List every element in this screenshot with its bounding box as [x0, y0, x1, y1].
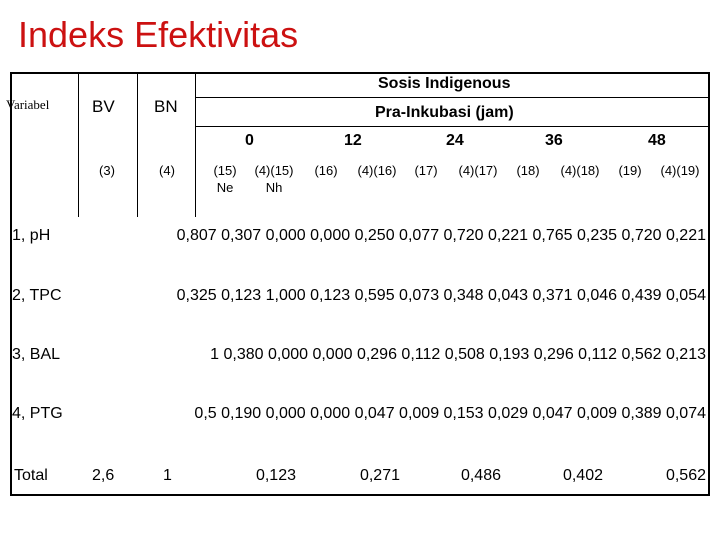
code-17: (17) [414, 163, 438, 178]
header-bv: BV [92, 97, 115, 116]
code-4-19: (4)(19) [660, 163, 700, 178]
table-border-bottom [10, 494, 710, 496]
total-bv: 2,6 [92, 467, 115, 484]
code-18: (18) [516, 163, 540, 178]
code-4-17: (4)(17) [458, 163, 498, 178]
header-variabel: Variabel [6, 97, 50, 112]
header-pra-inkubasi: Pra-Inkubasi (jam) [375, 104, 514, 121]
code-16: (16) [314, 163, 338, 178]
table-border-right [708, 72, 710, 496]
table-border-top-right [195, 72, 710, 74]
total-12h: 0,123 [255, 467, 296, 484]
header-sosis-indigenous: Sosis Indigenous [378, 75, 511, 92]
row-values-tpc: 0,325 0,123 1,000 0,123 0,595 0,073 0,348 0,043 0,371 0,046 0,439 0,054 [176, 287, 706, 304]
header-divider [195, 97, 710, 98]
code-ne: Ne [216, 180, 234, 195]
col-divider-2 [137, 72, 138, 217]
row-label-bal: 3, BAL [12, 346, 61, 363]
code-3: (3) [99, 163, 115, 178]
header-hour-12: 12 [344, 132, 362, 149]
header-hour-0: 0 [245, 132, 254, 149]
row-values-bal: 1 0,380 0,000 0,000 0,296 0,112 0,508 0,193 0,296 0,112 0,562 0,213 [210, 346, 706, 363]
total-label: Total [14, 467, 48, 484]
header-hour-36: 36 [545, 132, 563, 149]
row-label-ph: 1, pH [12, 227, 51, 244]
col-divider-1 [78, 72, 79, 217]
row-label-tpc: 2, TPC [12, 287, 62, 304]
total-end: 0,562 [665, 467, 706, 484]
total-36h: 0,486 [460, 467, 501, 484]
code-19: (19) [618, 163, 642, 178]
code-nh: Nh [265, 180, 283, 195]
page-title: Indeks Efektivitas [18, 14, 299, 55]
row-values-ptg: 0,5 0,190 0,000 0,000 0,047 0,009 0,153 0,029 0,047 0,009 0,389 0,074 [194, 405, 706, 422]
code-4-15: (4)(15) [254, 163, 294, 178]
table-border-top [10, 72, 195, 74]
total-bn: 1 [163, 467, 172, 484]
header-hour-48: 48 [648, 132, 666, 149]
row-values-ph: 0,807 0,307 0,000 0,000 0,250 0,077 0,720 0,221 0,765 0,235 0,720 0,221 [176, 227, 706, 244]
header-hour-24: 24 [446, 132, 464, 149]
table-border-left [10, 72, 12, 496]
header-bn: BN [154, 97, 178, 116]
code-4-16: (4)(16) [357, 163, 397, 178]
code-4-18: (4)(18) [560, 163, 600, 178]
hour-divider [195, 126, 710, 127]
total-24h: 0,271 [359, 467, 400, 484]
col-divider-3 [195, 72, 196, 217]
code-4: (4) [159, 163, 175, 178]
row-label-ptg: 4, PTG [12, 405, 63, 422]
code-15: (15) [213, 163, 237, 178]
total-48h: 0,402 [562, 467, 603, 484]
